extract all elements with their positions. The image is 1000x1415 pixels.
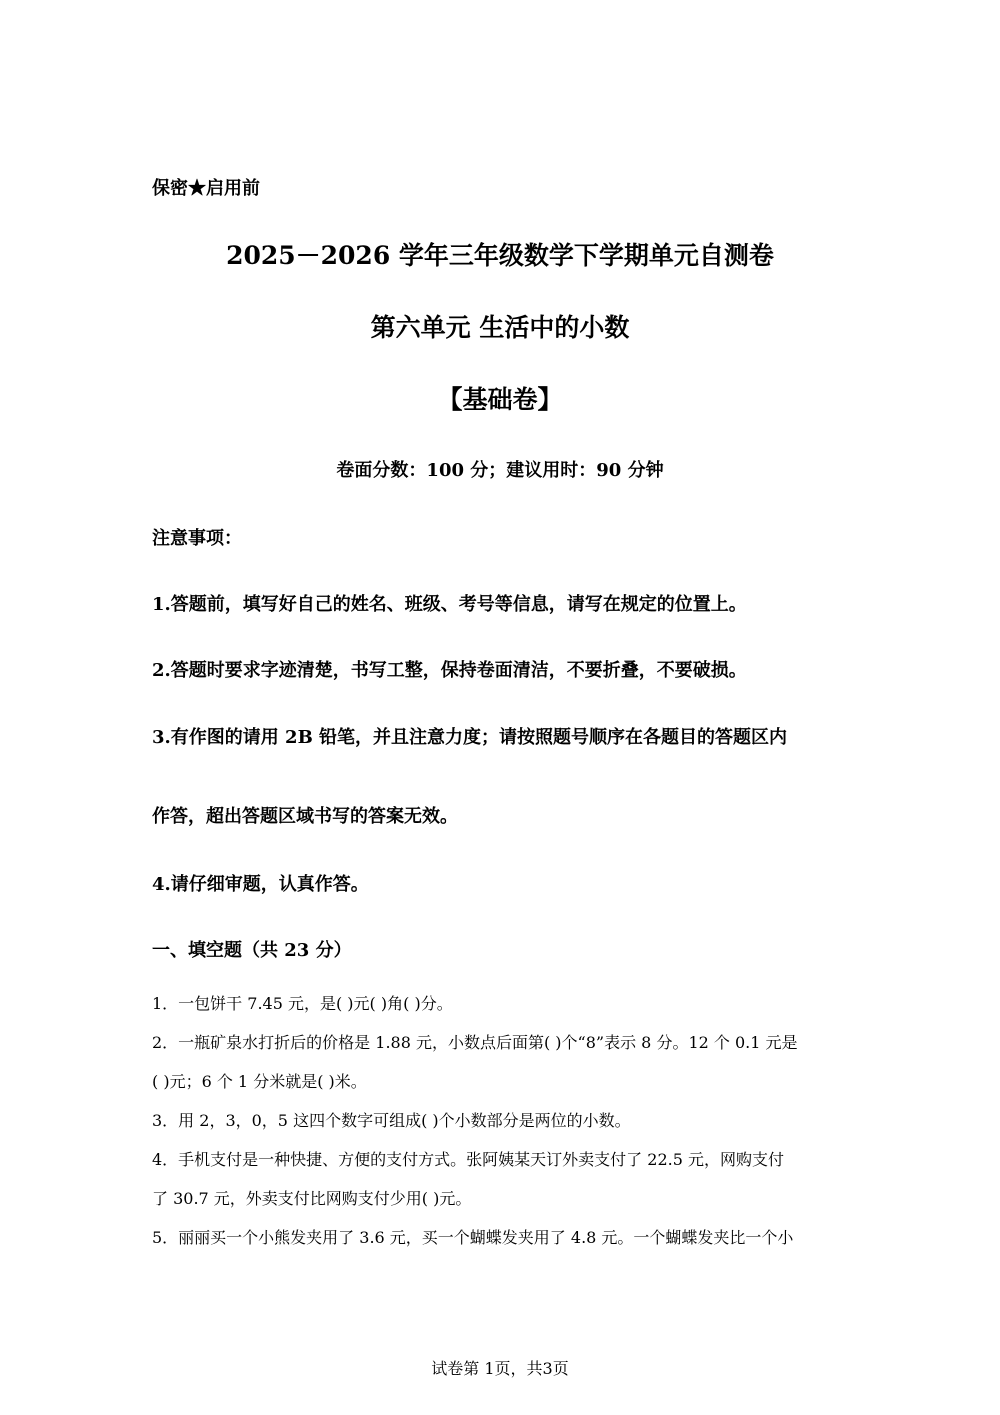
confidential-label: 保密★启用前 (152, 178, 260, 199)
notice-item: 1.答题前，填写好自己的姓名、班级、考号等信息，请写在规定的位置上。 (152, 594, 747, 615)
notice-heading: 注意事项： (152, 528, 242, 549)
section-heading: 一、填空题（共 23 分） (152, 940, 352, 961)
notice-item: 4.请仔细审题，认真作答。 (152, 874, 369, 895)
notice-item: 作答，超出答题区域书写的答案无效。 (152, 806, 458, 827)
paper-type-title: 【基础卷】 (437, 385, 563, 414)
question-line: 5．丽丽买一个小熊发夹用了 3.6 元，买一个蝴蝶发夹用了 4.8 元。一个蝴蝶发夹比一个小 (152, 1228, 794, 1247)
question-line: ( )元；6 个 1 分米就是( )米。 (152, 1072, 367, 1091)
question-line: 1．一包饼干 7.45 元，是( )元( )角( )分。 (152, 994, 453, 1013)
notice-item: 2.答题时要求字迹清楚，书写工整，保持卷面清洁，不要折叠，不要破损。 (152, 660, 747, 681)
question-line: 2．一瓶矿泉水打折后的价格是 1.88 元，小数点后面第( )个“8”表示 8 分。12 个 0.1 元是 (152, 1033, 798, 1052)
question-line: 3．用 2，3，0，5 这四个数字可组成( )个小数部分是两位的小数。 (152, 1111, 631, 1130)
question-line: 了 30.7 元，外卖支付比网购支付少用( )元。 (152, 1189, 472, 1208)
notice-item: 3.有作图的请用 2B 铅笔，并且注意力度；请按照题号顺序在各题目的答题区内 (152, 727, 788, 748)
page-footer: 试卷第 1页，共3页 (431, 1359, 569, 1378)
exam-title: 2025－2026 学年三年级数学下学期单元自测卷 (226, 241, 774, 270)
score-info: 卷面分数：100 分；建议用时：90 分钟 (336, 460, 664, 481)
unit-title: 第六单元 生活中的小数 (370, 313, 630, 342)
question-line: 4．手机支付是一种快捷、方便的支付方式。张阿姨某天订外卖支付了 22.5 元，网购支付 (152, 1150, 784, 1169)
